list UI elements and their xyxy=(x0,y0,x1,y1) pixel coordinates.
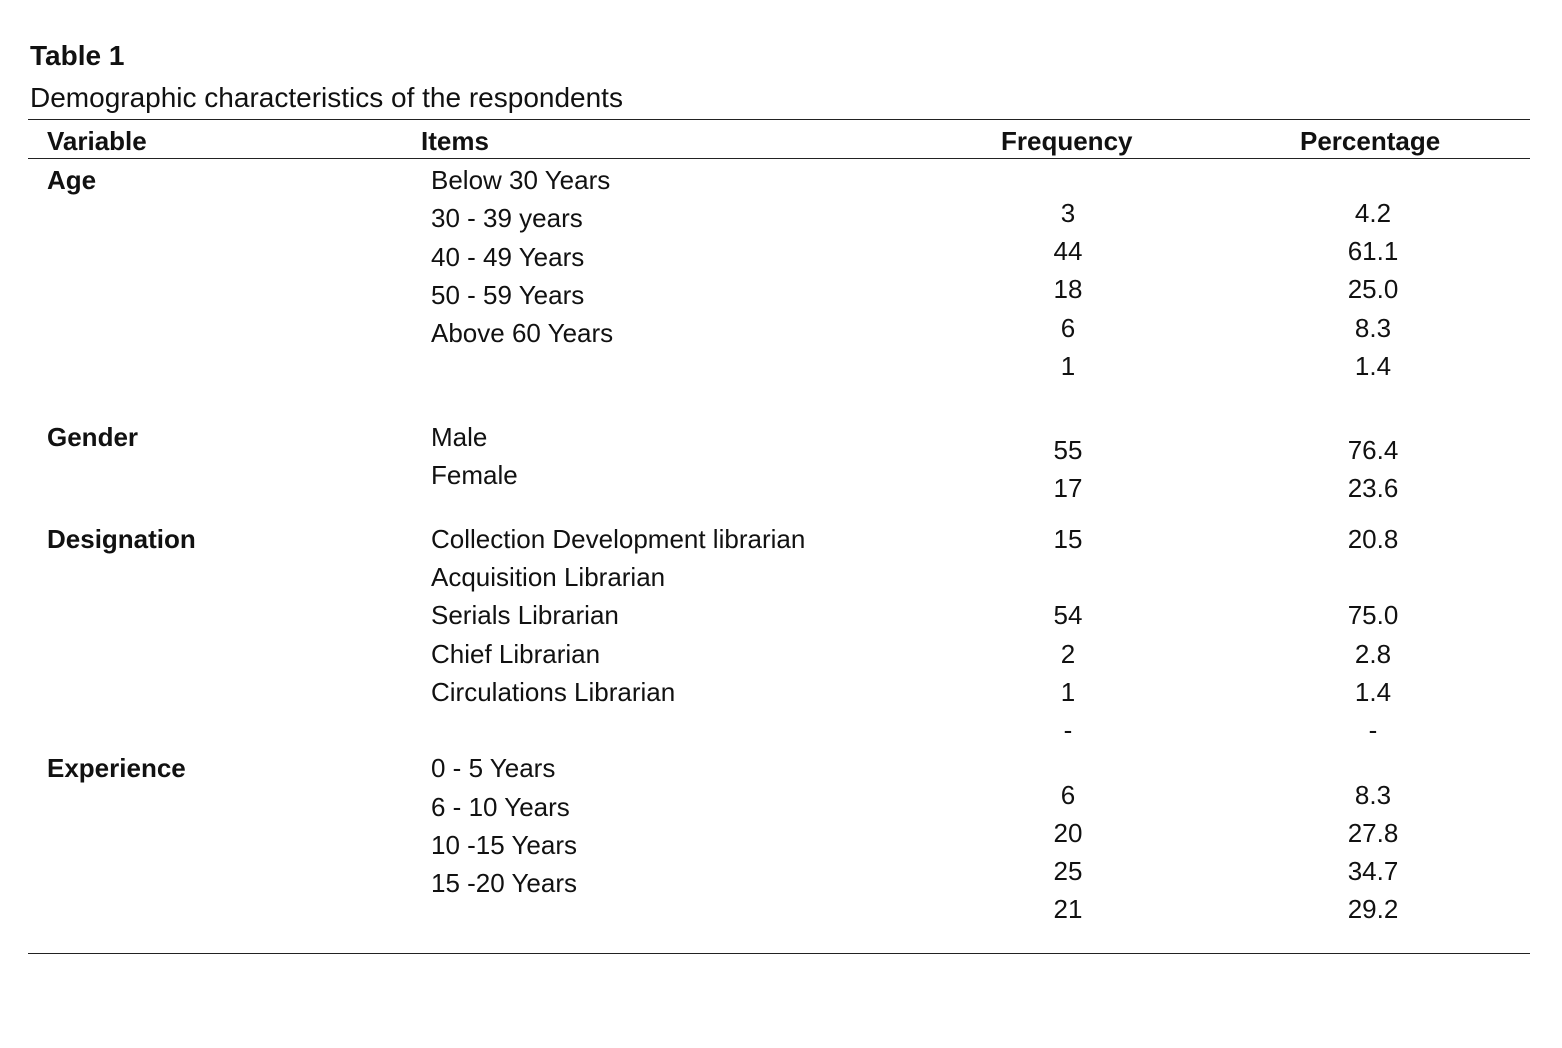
frequency-cell: 17 xyxy=(1053,473,1083,503)
percentage-cell: 8.3 xyxy=(1354,313,1392,343)
percentage-cell: 29.2 xyxy=(1347,894,1399,924)
frequency-cell: 2 xyxy=(1060,639,1076,669)
frequency-cell: 6 xyxy=(1060,780,1076,810)
header-items: Items xyxy=(421,126,489,156)
item-cell: Female xyxy=(431,460,518,490)
item-cell: 0 - 5 Years xyxy=(431,753,556,783)
percentage-cell: 8.3 xyxy=(1354,780,1392,810)
item-cell: Chief Librarian xyxy=(431,639,601,669)
frequency-cell: 44 xyxy=(1053,236,1083,266)
percentage-cell: 76.4 xyxy=(1347,435,1399,465)
variable-experience: Experience xyxy=(47,753,186,783)
percentage-cell: 27.8 xyxy=(1347,818,1399,848)
frequency-cell: 1 xyxy=(1060,351,1076,381)
percentage-cell: 20.8 xyxy=(1347,524,1399,554)
frequency-cell: 55 xyxy=(1053,435,1083,465)
item-cell: Circulations Librarian xyxy=(431,677,676,707)
percentage-cell: 4.2 xyxy=(1354,198,1392,228)
frequency-cell: 3 xyxy=(1060,198,1076,228)
percentage-cell: 23.6 xyxy=(1347,473,1399,503)
item-cell: 40 - 49 Years xyxy=(431,242,585,272)
header-frequency: Frequency xyxy=(1001,126,1133,156)
item-cell: 15 -20 Years xyxy=(431,868,578,898)
item-cell: Below 30 Years xyxy=(431,165,611,195)
item-cell: 50 - 59 Years xyxy=(431,280,585,310)
item-cell: 6 - 10 Years xyxy=(431,792,570,822)
item-cell: Male xyxy=(431,422,488,452)
variable-gender: Gender xyxy=(47,422,139,452)
variable-age: Age xyxy=(47,165,97,195)
frequency-cell: 25 xyxy=(1053,856,1083,886)
item-cell: Collection Development librarian xyxy=(431,524,806,554)
percentage-cell: 34.7 xyxy=(1347,856,1399,886)
item-cell: 10 -15 Years xyxy=(431,830,578,860)
percentage-cell: 1.4 xyxy=(1354,351,1392,381)
frequency-cell: 21 xyxy=(1053,894,1083,924)
frequency-cell: 1 xyxy=(1060,677,1076,707)
bottom-rule xyxy=(28,953,1530,954)
table-label: Table 1 xyxy=(30,40,125,71)
percentage-cell: - xyxy=(1368,715,1378,745)
frequency-cell: 15 xyxy=(1053,524,1083,554)
header-variable: Variable xyxy=(47,126,147,156)
item-cell: 30 - 39 years xyxy=(431,203,583,233)
frequency-cell: - xyxy=(1063,715,1073,745)
top-rule xyxy=(28,119,1530,120)
frequency-cell: 6 xyxy=(1060,313,1076,343)
table-caption: Demographic characteristics of the respondents xyxy=(30,82,623,113)
percentage-cell: 75.0 xyxy=(1347,600,1399,630)
item-cell: Above 60 Years xyxy=(431,318,614,348)
header-percentage: Percentage xyxy=(1300,126,1441,156)
item-cell: Serials Librarian xyxy=(431,600,619,630)
header-rule xyxy=(28,158,1530,159)
variable-designation: Designation xyxy=(47,524,196,554)
percentage-cell: 2.8 xyxy=(1354,639,1392,669)
frequency-cell: 18 xyxy=(1053,274,1083,304)
frequency-cell: 54 xyxy=(1053,600,1083,630)
frequency-cell: 20 xyxy=(1053,818,1083,848)
percentage-cell: 1.4 xyxy=(1354,677,1392,707)
item-cell: Acquisition Librarian xyxy=(431,562,666,592)
percentage-cell: 61.1 xyxy=(1347,236,1399,266)
percentage-cell: 25.0 xyxy=(1347,274,1399,304)
